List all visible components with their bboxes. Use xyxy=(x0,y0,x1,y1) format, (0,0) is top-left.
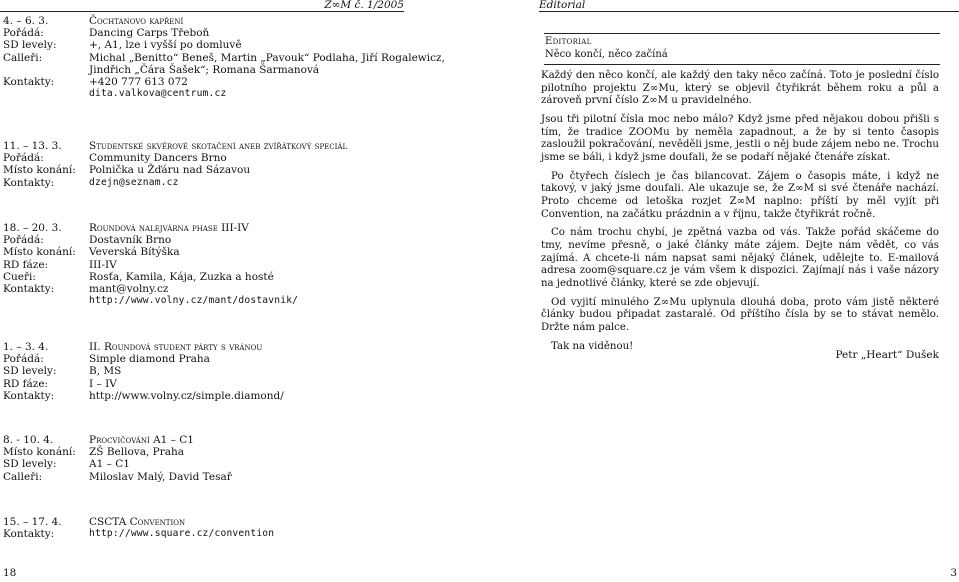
detail-label xyxy=(3,88,89,100)
event-detail-row xyxy=(3,471,232,483)
event-detail-row xyxy=(3,88,445,100)
event-detail-row xyxy=(3,39,445,51)
detail-value: III-IV xyxy=(89,258,117,271)
event-title: CSCTA Convention xyxy=(89,516,186,528)
detail-value: Dancing Carps Třeboň xyxy=(89,27,210,40)
detail-value: Community Dancers Brno xyxy=(89,152,227,165)
detail-value: dita.valkova@centrum.cz xyxy=(89,88,227,100)
event-date: 18. – 20. 3. xyxy=(3,222,62,234)
event-block xyxy=(3,516,274,540)
detail-label: Místo konání: xyxy=(3,246,76,259)
detail-label: Místo konání: xyxy=(3,446,76,459)
event-title: Roundová nalejvárna phase III-IV xyxy=(89,222,249,234)
event-detail-row xyxy=(3,152,347,164)
detail-value: Simple diamond Praha xyxy=(89,353,210,366)
event-title: Studentské skvěrové skotačení aneb zvířátkový speciál xyxy=(89,140,348,152)
detail-label: Pořádá: xyxy=(3,234,44,247)
event-header xyxy=(3,341,284,353)
event-detail-row xyxy=(3,283,298,295)
detail-value: Polnička u Žďáru nad Sázavou xyxy=(89,164,251,177)
detail-label: SD levely: xyxy=(3,458,57,471)
detail-value: mant@volny.cz xyxy=(89,283,169,296)
detail-value: Dostavník Brno xyxy=(89,234,172,247)
event-block xyxy=(3,140,347,189)
event-detail-row xyxy=(3,27,445,39)
detail-value: http://www.volny.cz/simple.diamond/ xyxy=(89,389,284,402)
detail-label: Calleři: xyxy=(3,470,43,483)
event-detail-row xyxy=(3,528,274,540)
detail-label xyxy=(3,64,89,76)
event-title: II. Roundová student párty s vránou xyxy=(89,341,263,353)
detail-value: Jindřich „Čára Šašek“; Romana Šarmanová xyxy=(89,63,320,76)
page-number: 3 xyxy=(950,567,957,579)
detail-label: SD levely: xyxy=(3,39,57,52)
event-detail-row xyxy=(3,295,298,307)
editorial-text xyxy=(541,70,939,360)
detail-value: B, MS xyxy=(89,365,122,378)
paragraph: Co nám trochu chybí, je zpětná vazba od vás. Takže pořád skáčeme do tmy, nevíme přesně, o jaké články máte zájem. Dejte nám vědět, co vás zajímá. A chcete-li nám napsat sami nějaký článek, udělejte to. E-mailová adresa zoom@square.cz je vám všem k dispozici. Zajímají nás i vaše názory na jednotlivé články, které se zde objevují. xyxy=(541,227,939,289)
event-header xyxy=(3,516,274,528)
paragraph: Po čtyřech číslech je čas bilancovat. Zájem o časopis máte, i když ne takový, v jaký jsme doufali. Ale ukazuje se, že Z∞M si své čtenáře nachází. Proto chceme od letoška rozjet Z∞M naplno: příští by měl vyjít při Convention, na začátku prázdnin a v říjnu, takže čtyřikrát ročně. xyxy=(541,170,939,220)
detail-label: RD fáze: xyxy=(3,258,49,271)
event-block xyxy=(3,222,298,307)
event-detail-row xyxy=(3,353,284,365)
event-detail-row xyxy=(3,234,298,246)
event-detail-row xyxy=(3,64,445,76)
detail-label: RD fáze: xyxy=(3,377,49,390)
detail-label: Calleři: xyxy=(3,51,43,64)
paragraph: Jsou tři pilotní čísla moc nebo málo? Když jsme před nějakou dobou přišli s tím, že tradice ZOOMu by neměla zapadnout, a že by si tento časopis zasloužil pokračování, nevěděli jsme, jestli o něj bude zájem nebo ne. Trochu jsme se báli, i když jsme doufali, že se podaří nějaké čtenáře získat. xyxy=(541,114,939,163)
paragraph: Každý den něco končí, ale každý den taky něco začíná. Toto je poslední číslo pilotního projektu Z∞Mu, který se objevil čtyřikrát během roku a půl a zároveň první číslo Z∞M u pravidelného. xyxy=(541,70,939,107)
detail-label: Místo konání: xyxy=(3,164,76,177)
event-header xyxy=(3,222,298,234)
right-page xyxy=(480,0,959,582)
event-detail-row xyxy=(3,271,298,283)
event-detail-row xyxy=(3,246,298,258)
detail-label xyxy=(3,295,89,307)
event-header xyxy=(3,434,232,446)
detail-value: dzejn@seznam.cz xyxy=(89,176,179,188)
event-title: Procvičování A1 – C1 xyxy=(89,434,194,446)
event-detail-row xyxy=(3,259,298,271)
detail-value: Veverská Bítýška xyxy=(89,246,180,259)
event-detail-row xyxy=(3,390,284,402)
detail-label: Cueři: xyxy=(3,270,36,283)
detail-value: Rosťa, Kamila, Kája, Zuzka a hosté xyxy=(89,270,274,283)
detail-value: http://www.square.cz/convention xyxy=(89,528,275,540)
page-number: 18 xyxy=(3,567,17,579)
detail-value: +420 777 613 072 xyxy=(89,76,188,89)
detail-label: Kontakty: xyxy=(3,76,55,89)
event-header xyxy=(3,140,347,152)
event-block xyxy=(3,434,232,483)
editorial-title-box xyxy=(544,33,940,65)
editorial-heading: Editorial xyxy=(545,36,592,47)
paragraph: Od vyjití minulého Z∞Mu uplynula dlouhá doba, proto vám jistě některé články budou připadat zastaralé. Od příštího čísla by se to stávat nemělo. Držte nám palce. xyxy=(541,296,939,333)
detail-label: Pořádá: xyxy=(3,152,44,165)
event-detail-row xyxy=(3,76,445,88)
detail-value: I – IV xyxy=(89,377,117,390)
event-block xyxy=(3,341,284,402)
signature: Petr „Heart“ Dušek xyxy=(835,349,939,361)
event-detail-row xyxy=(3,52,445,64)
event-header xyxy=(3,15,445,27)
detail-value: A1 – C1 xyxy=(89,458,130,471)
event-date: 4. – 6. 3. xyxy=(3,15,49,27)
running-header xyxy=(539,0,959,12)
event-date: 8. - 10. 4. xyxy=(3,434,54,446)
detail-value: http://www.volny.cz/mant/dostavnik/ xyxy=(89,295,299,307)
running-header xyxy=(0,0,404,12)
section-label: Editorial xyxy=(539,0,586,11)
detail-label: Kontakty: xyxy=(3,528,55,541)
event-date: 11. – 13. 3. xyxy=(3,140,62,152)
event-date: 1. – 3. 4. xyxy=(3,341,49,353)
issue-label: Z∞M č. 1/2005 xyxy=(324,0,404,11)
detail-label: Pořádá: xyxy=(3,353,44,366)
event-date: 15. – 17. 4. xyxy=(3,516,62,528)
detail-label: Kontakty: xyxy=(3,283,55,296)
detail-label: Pořádá: xyxy=(3,27,44,40)
detail-value: ZŠ Bellova, Praha xyxy=(89,446,185,459)
event-title: Čochtanovo kapření xyxy=(89,15,184,27)
event-detail-row xyxy=(3,164,347,176)
detail-label: Kontakty: xyxy=(3,389,55,402)
event-detail-row xyxy=(3,378,284,390)
event-detail-row xyxy=(3,365,284,377)
editorial-subtitle: Něco končí, něco začíná xyxy=(545,49,668,60)
detail-label: SD levely: xyxy=(3,365,57,378)
event-block xyxy=(3,15,445,100)
detail-value: Michal „Benitto“ Beneš, Martin „Pavouk“ Podlaha, Jiří Rogalewicz, xyxy=(89,51,445,64)
paragraph: Tak na viděnou! xyxy=(551,340,634,352)
detail-label: Kontakty: xyxy=(3,176,55,189)
detail-value: +, A1, lze i vyšší po domluvě xyxy=(89,39,242,52)
event-detail-row xyxy=(3,458,232,470)
event-detail-row xyxy=(3,446,232,458)
detail-value: Miloslav Malý, David Tesař xyxy=(89,470,232,483)
event-detail-row xyxy=(3,177,347,189)
